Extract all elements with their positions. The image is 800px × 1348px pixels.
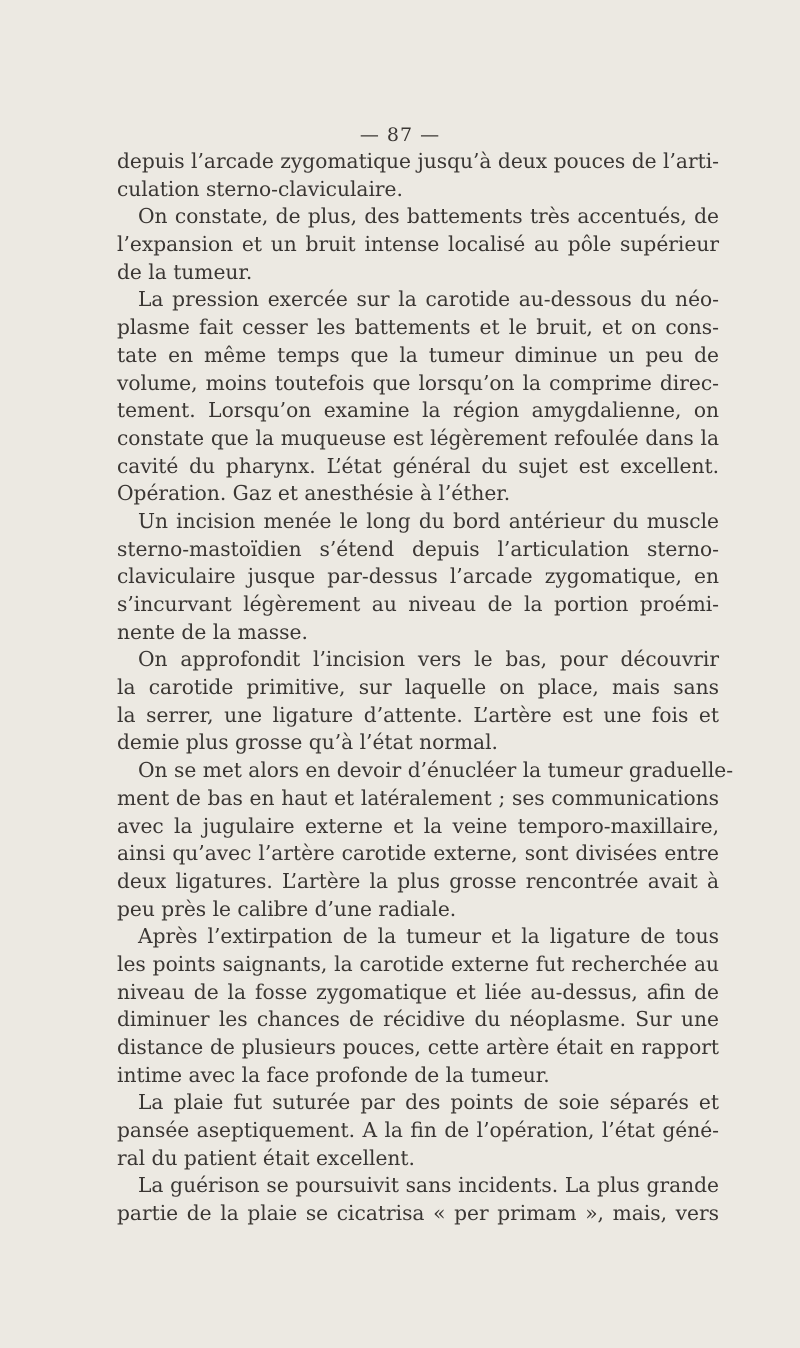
text-line: distance de plusieurs pouces, cette artère était en rapport bbox=[117, 1035, 719, 1059]
text-line: partie de la plaie se cicatrisa « per primam », mais, vers bbox=[117, 1201, 719, 1226]
text-line: la serrer, une ligature d’attente. L’artère est une fois et bbox=[117, 702, 719, 727]
text-line: les points saignants, la carotide externe fut recherchée au bbox=[117, 951, 719, 976]
text-line: volume, moins toutefois que lorsqu’on la comprime direc- bbox=[117, 370, 719, 395]
text-line: diminuer les chances de récidive du néoplasme. Sur une bbox=[117, 1007, 719, 1032]
text-line: Après l’extirpation de la tumeur et la ligature de tous bbox=[138, 924, 719, 949]
text-line: niveau de la fosse zygomatique et liée au-dessus, afin de bbox=[117, 979, 719, 1004]
text-line: l’expansion et un bruit intense localisé au pôle supérieur bbox=[117, 232, 719, 257]
body-text bbox=[117, 148, 734, 1228]
text-line: La guérison se poursuivit sans incidents. La plus grande bbox=[138, 1173, 719, 1198]
text-line: On se met alors en devoir d’énucléer la tumeur graduelle- bbox=[138, 758, 734, 783]
text-line: culation sterno-claviculaire. bbox=[117, 176, 403, 201]
text-line: ment de bas en haut et latéralement ; ses communications bbox=[117, 785, 719, 810]
text-line: la carotide primitive, sur laquelle on place, mais sans bbox=[117, 675, 719, 700]
text-line: Opération. Gaz et anesthésie à l’éther. bbox=[117, 481, 511, 506]
text-line: de la tumeur. bbox=[117, 259, 253, 284]
text-line: nente de la masse. bbox=[117, 619, 308, 644]
text-line: On approfondit l’incision vers le bas, pour découvrir bbox=[138, 647, 719, 672]
text-line: demie plus grosse qu’à l’état normal. bbox=[117, 730, 498, 755]
text-line: sterno-mastoïdien s’étend depuis l’articulation sterno- bbox=[117, 536, 719, 561]
text-line: intime avec la face profonde de la tumeur. bbox=[117, 1062, 550, 1087]
text-line: peu près le calibre d’une radiale. bbox=[117, 896, 457, 921]
text-line: avec la jugulaire externe et la veine temporo-maxillaire, bbox=[117, 813, 719, 838]
text-line: constate que la muqueuse est légèrement refoulée dans la bbox=[117, 425, 719, 450]
text-line: s’incurvant légèrement au niveau de la portion proémi- bbox=[117, 592, 719, 616]
text-line: claviculaire jusque par-dessus l’arcade zygomatique, en bbox=[117, 564, 719, 589]
text-line: deux ligatures. L’artère la plus grosse rencontrée avait à bbox=[117, 868, 719, 893]
page-number: — 87 — bbox=[359, 124, 441, 146]
text-line: depuis l’arcade zygomatique jusqu’à deux pouces de l’arti- bbox=[117, 149, 719, 173]
text-line: cavité du pharynx. L’état général du sujet est excellent. bbox=[117, 453, 719, 478]
text-line: La plaie fut suturée par des points de soie séparés et bbox=[138, 1090, 719, 1115]
text-line: On constate, de plus, des battements très accentués, de bbox=[138, 204, 719, 229]
text-line: La pression exercée sur la carotide au-dessous du néo- bbox=[138, 287, 719, 312]
text-line: Un incision menée le long du bord antérieur du muscle bbox=[138, 508, 719, 533]
text-line: ral du patient était excellent. bbox=[117, 1145, 415, 1170]
text-line: plasme fait cesser les battements et le bruit, et on cons- bbox=[117, 315, 719, 340]
text-line: ainsi qu’avec l’artère carotide externe, sont divisées entre bbox=[117, 841, 719, 866]
text-line: tate en même temps que la tumeur diminue un peu de bbox=[117, 342, 719, 367]
text-line: tement. Lorsqu’on examine la région amygdalienne, on bbox=[117, 398, 719, 423]
text-line: pansée aseptiquement. A la fin de l’opération, l’état géné- bbox=[117, 1118, 719, 1143]
